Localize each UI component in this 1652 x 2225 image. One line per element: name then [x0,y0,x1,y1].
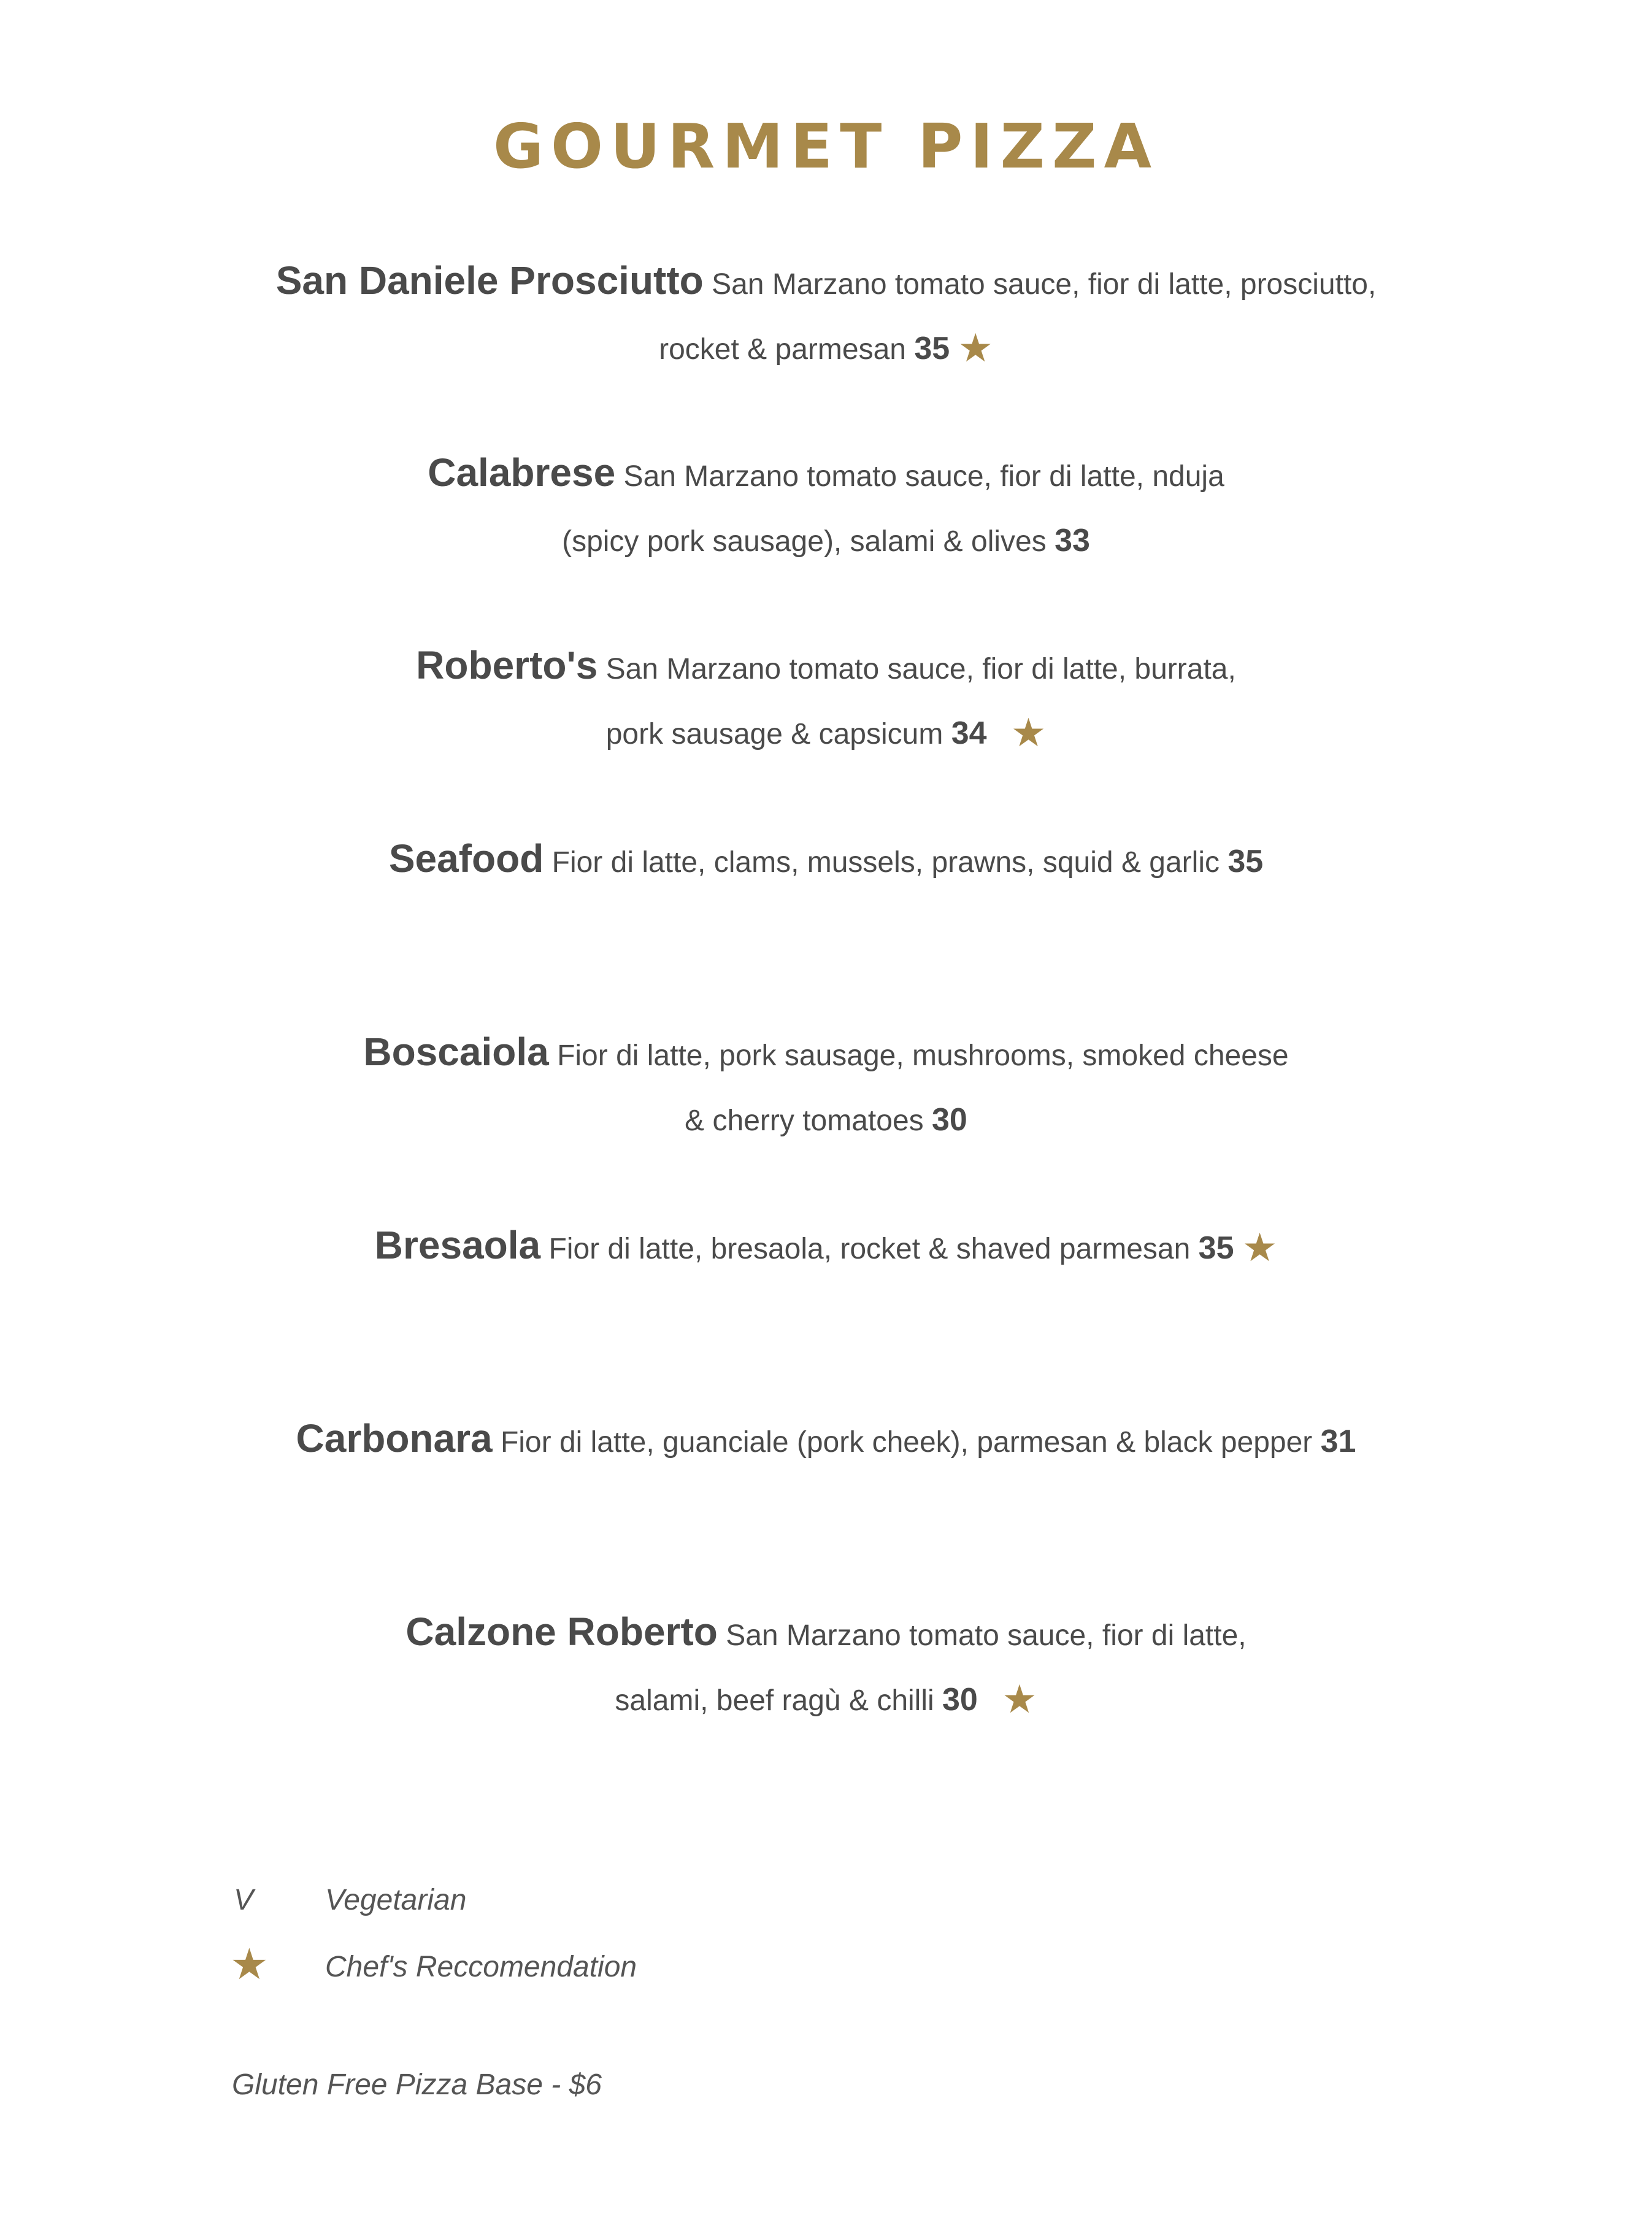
menu-item-calzone-roberto [184,1600,1468,1733]
item-name: Roberto's [416,643,598,687]
item-description: San Marzano tomato sauce, fior di latte, [726,1619,1247,1652]
menu-item-seafood [184,827,1468,895]
item-price: 34 [951,715,987,751]
star-icon: ★ [958,326,993,371]
item-name: Bresaola [374,1223,541,1267]
menu-item-line [184,1600,1468,1668]
menu-item-line [184,701,1468,766]
menu-item-carbonara [184,1406,1468,1475]
item-price: 35 [1198,1230,1234,1266]
item-price: 30 [942,1682,978,1718]
item-description: Fior di latte, pork sausage, mushrooms, smoked cheese [557,1039,1289,1072]
item-description: Fior di latte, clams, mussels, prawns, squid & garlic [551,846,1220,879]
menu-item-line [184,441,1468,509]
menu-item-line [184,1406,1468,1475]
item-description: salami, beef ragù & chilli [615,1684,934,1717]
item-name: Boscaiola [363,1030,549,1074]
item-description: & cherry tomatoes [685,1105,924,1137]
item-name: San Daniele Prosciutto [275,258,704,303]
item-description: San Marzano tomato sauce, fior di latte, prosciutto, [712,268,1377,301]
item-name: Calabrese [428,450,616,495]
legend-vegetarian [230,1879,466,1922]
item-description: San Marzano tomato sauce, fior di latte, nduja [623,460,1224,493]
item-description: San Marzano tomato sauce, fior di latte, burrata, [605,653,1236,685]
legend-chef-recommendation [230,1939,637,1989]
menu-item-line [184,1213,1468,1281]
item-name: Carbonara [296,1416,493,1460]
menu-item-line [184,509,1468,574]
star-icon: ★ [1010,711,1047,756]
item-price: 30 [931,1102,967,1138]
gluten-free-note: Gluten Free Pizza Base - $6 [232,2069,602,2101]
star-icon: ★ [1002,1677,1037,1722]
legend-label: Chef's Reccomendation [325,1951,637,1983]
item-price: 31 [1320,1424,1356,1459]
menu-item-line [184,633,1468,701]
menu-item-line [184,249,1468,317]
menu-item-line [184,317,1468,382]
menu-item-line [184,827,1468,895]
item-name: Calzone Roberto [405,1610,718,1654]
vegetarian-symbol: V [234,1884,254,1916]
item-name: Seafood [388,836,544,881]
menu-item-calabrese [184,441,1468,574]
item-price: 35 [914,331,950,366]
item-description: Fior di latte, guanciale (pork cheek), parmesan & black pepper [500,1426,1313,1459]
menu-item-line [184,1668,1468,1733]
menu-item-san-daniele-prosciutto [184,249,1468,382]
item-description: pork sausage & capsicum [605,718,943,750]
menu-title: GOURMET PIZZA [493,110,1159,182]
menu-item-line [184,1020,1468,1088]
item-price: 33 [1055,523,1090,558]
item-description: rocket & parmesan [659,333,906,366]
menu-item-bresaola [184,1213,1468,1281]
menu-item-robertos [184,633,1468,766]
legend-label: Vegetarian [325,1884,467,1916]
menu-item-line [184,1088,1468,1153]
item-price: 35 [1227,844,1264,879]
menu-item-boscaiola [184,1020,1468,1153]
star-icon: ★ [230,1939,269,1989]
item-description: Fior di latte, bresaola, rocket & shaved parmesan [548,1233,1191,1265]
item-description: (spicy pork sausage), salami & olives [562,525,1047,558]
legend-symbol [230,1939,325,1989]
star-icon: ★ [1242,1225,1278,1271]
